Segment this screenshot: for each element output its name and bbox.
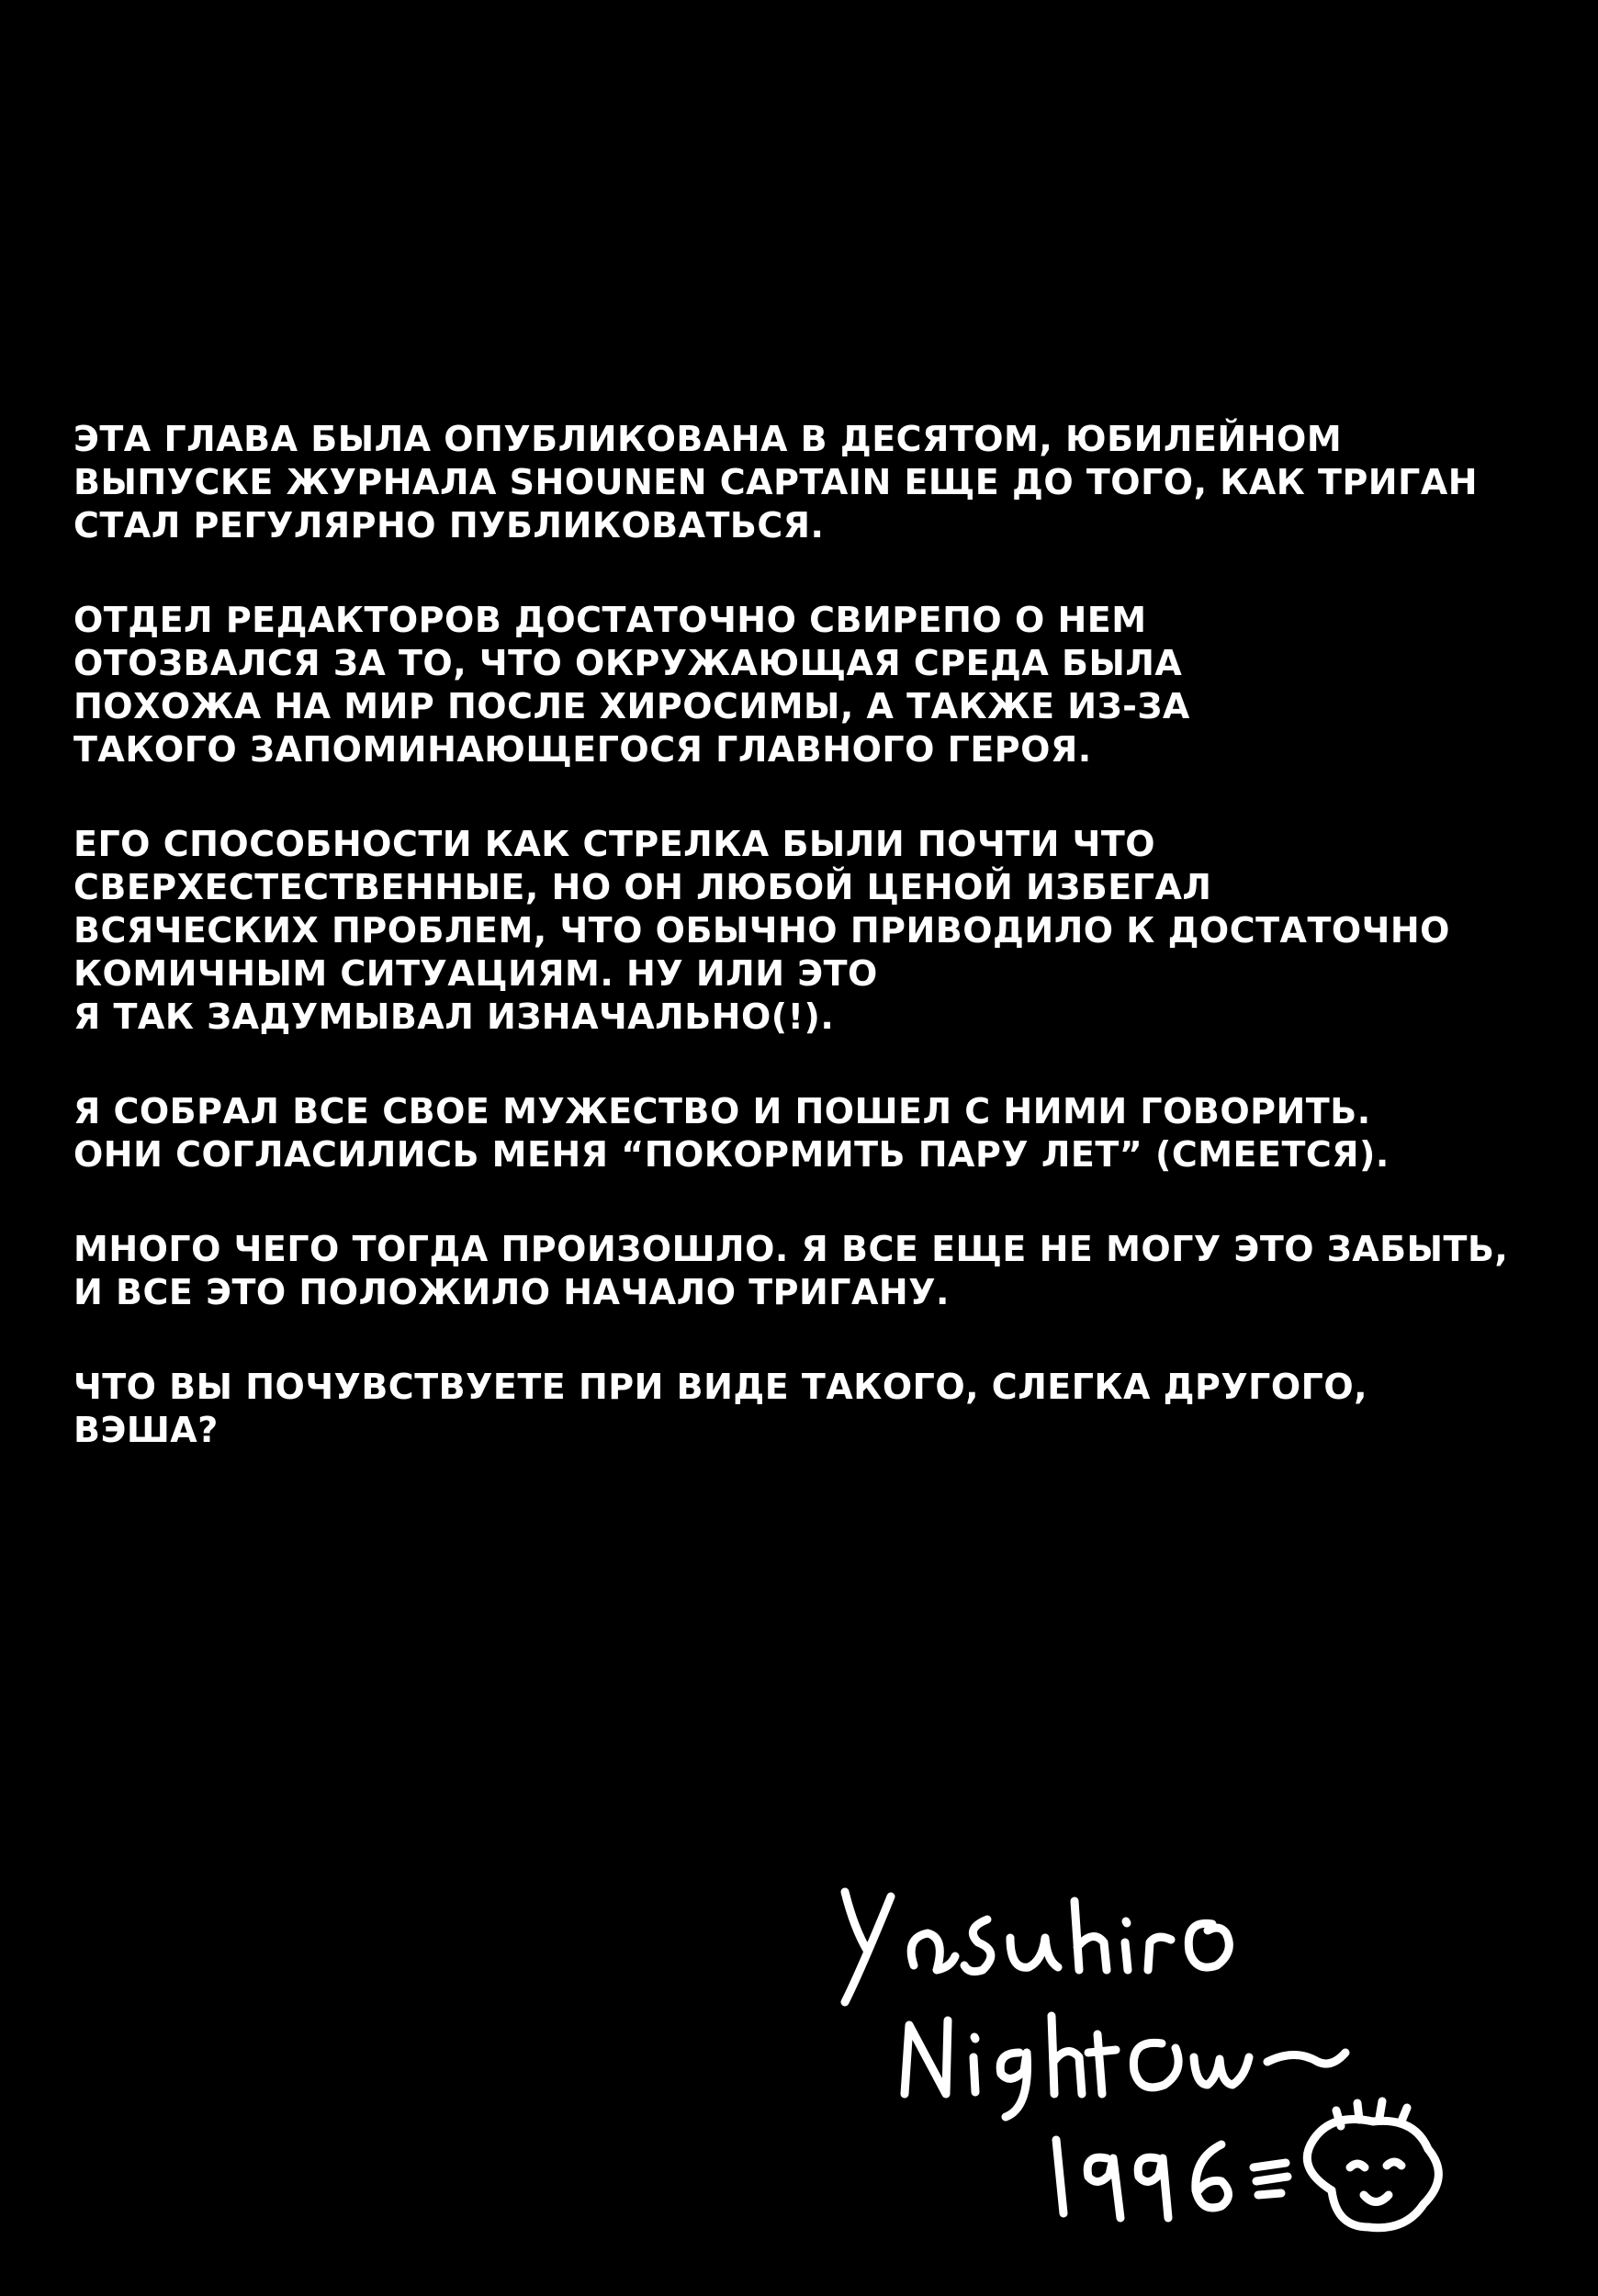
text-line: ТАКОГО ЗАПОМИНАЮЩЕГОСЯ ГЛАВНОГО ГЕРОЯ. [73, 729, 1092, 770]
text-line: КОМИЧНЫМ СИТУАЦИЯМ. НУ ИЛИ ЭТО [73, 953, 878, 994]
paragraph-courage [73, 1090, 1525, 1176]
text-line: ВЫПУСКЕ ЖУРНАЛА SHOUNEN CAPTAIN ЕЩЕ ДО ТОГО, КАК ТРИГАН [73, 462, 1479, 502]
text-line: СВЕРХЕСТЕСТВЕННЫЕ, НО ОН ЛЮБОЙ ЦЕНОЙ ИЗБЕГАЛ [73, 867, 1212, 907]
text-line: ВЭША? [73, 1410, 219, 1450]
text-line: И ВСЕ ЭТО ПОЛОЖИЛО НАЧАЛО ТРИГАНУ. [73, 1272, 950, 1312]
text-line: МНОГО ЧЕГО ТОГДА ПРОИЗОШЛО. Я ВСЕ ЕЩЕ НЕ МОГУ ЭТО ЗАБЫТЬ, [73, 1229, 1509, 1269]
text-line: СТАЛ РЕГУЛЯРНО ПУБЛИКОВАТЬСЯ. [73, 505, 825, 546]
text-line: ОНИ СОГЛАСИЛИСЬ МЕНЯ “ПОКОРМИТЬ ПАРУ ЛЕТ” (СМЕЕТСЯ). [73, 1134, 1390, 1175]
signature-drawing [817, 1864, 1534, 2268]
author-signature [817, 1864, 1534, 2268]
text-line: ЭТА ГЛАВА БЫЛА ОПУБЛИКОВАНА В ДЕСЯТОМ, ЮБИЛЕЙНОМ [73, 419, 1343, 459]
text-line: ОТОЗВАЛСЯ ЗА ТО, ЧТО ОКРУЖАЮЩАЯ СРЕДА БЫЛА [73, 643, 1183, 683]
paragraph-publication [73, 418, 1525, 547]
paragraph-editors [73, 599, 1525, 771]
afterword-text [73, 418, 1525, 1503]
paragraph-question [73, 1366, 1525, 1452]
text-line: Я ТАК ЗАДУМЫВАЛ ИЗНАЧАЛЬНО(!). [73, 996, 835, 1037]
paragraph-memories [73, 1228, 1525, 1314]
text-line: ПОХОЖА НА МИР ПОСЛЕ ХИРОСИМЫ, А ТАКЖЕ ИЗ-ЗА [73, 686, 1190, 726]
text-line: ОТДЕЛ РЕДАКТОРОВ ДОСТАТОЧНО СВИРЕПО О НЕМ [73, 600, 1147, 640]
text-line: ЕГО СПОСОБНОСТИ КАК СТРЕЛКА БЫЛИ ПОЧТИ ЧТО [73, 824, 1156, 864]
text-line: ВСЯЧЕСКИХ ПРОБЛЕМ, ЧТО ОБЫЧНО ПРИВОДИЛО К ДОСТАТОЧНО [73, 910, 1450, 951]
text-line: Я СОБРАЛ ВСЕ СВОЕ МУЖЕСТВО И ПОШЕЛ С НИМИ ГОВОРИТЬ. [73, 1091, 1371, 1131]
text-line: ЧТО ВЫ ПОЧУВСТВУЕТЕ ПРИ ВИДЕ ТАКОГО, СЛЕГКА ДРУГОГО, [73, 1367, 1368, 1407]
paragraph-abilities [73, 823, 1525, 1039]
